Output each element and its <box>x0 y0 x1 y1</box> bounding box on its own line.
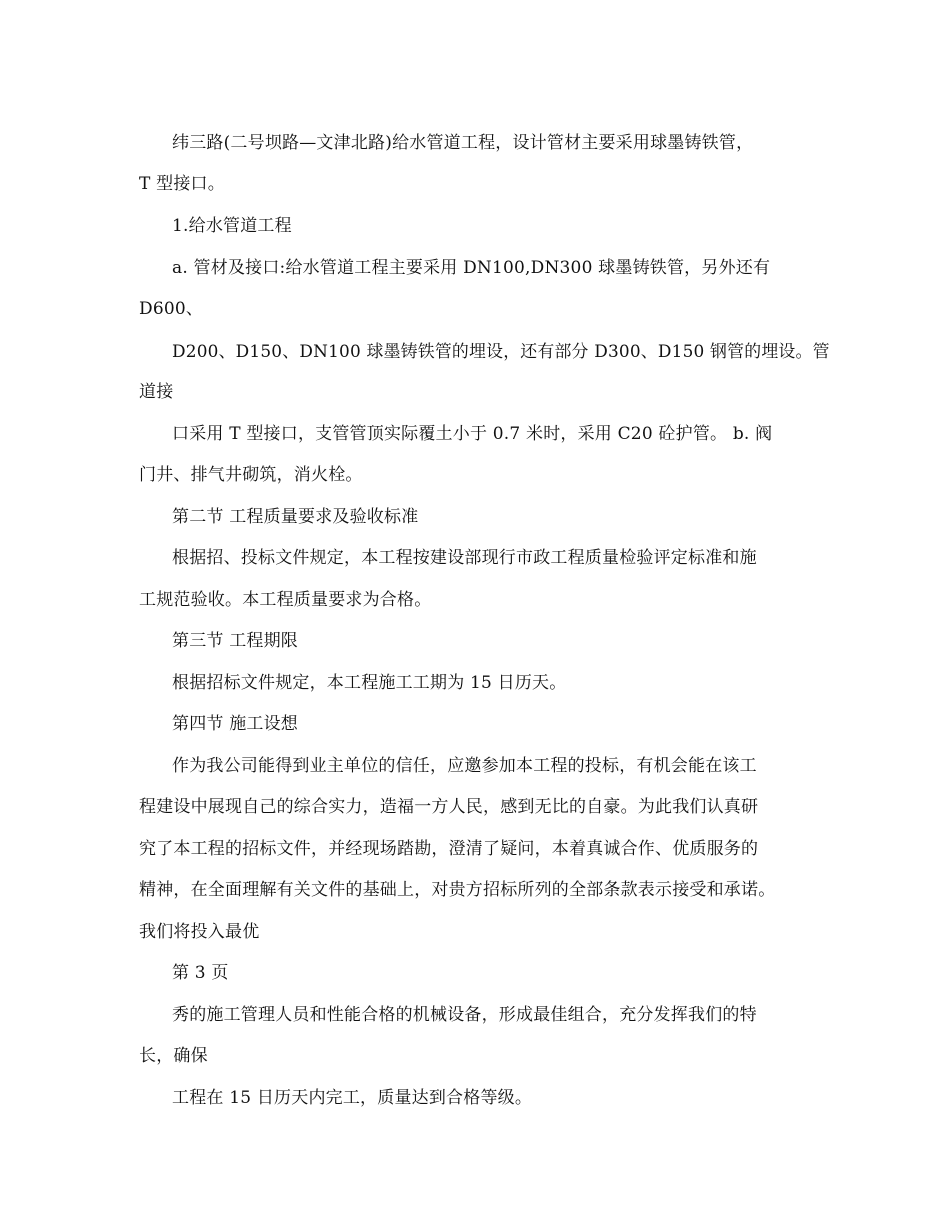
paragraph-line: 道接 <box>139 382 174 402</box>
section-heading: 第二节 工程质量要求及验收标准 <box>172 507 419 527</box>
section-heading: 第四节 施工设想 <box>172 714 299 734</box>
paragraph-line: 门井、排气井砌筑，消火栓。 <box>139 465 363 485</box>
page-number: 第 3 页 <box>172 963 229 983</box>
paragraph-line: 究了本工程的招标文件，并经现场踏勘，澄清了疑问，本着真诚合作、优质服务的 <box>139 839 759 859</box>
paragraph-line: 根据招、投标文件规定，本工程按建设部现行市政工程质量检验评定标准和施 <box>172 548 757 568</box>
paragraph-line: a. 管材及接口:给水管道工程主要采用 DN100,DN300 球墨铸铁管，另外还有 <box>172 258 771 278</box>
paragraph-line: 精神，在全面理解有关文件的基础上，对贵方招标所列的全部条款表示接受和承诺。 <box>139 880 776 900</box>
paragraph-line: 作为我公司能得到业主单位的信任，应邀参加本工程的投标，有机会能在该工 <box>172 756 757 776</box>
paragraph-line: D600、 <box>139 299 204 319</box>
paragraph-line: 我们将投入最优 <box>139 922 260 942</box>
paragraph-line: 程建设中展现自己的综合实力，造福一方人民，感到无比的自豪。为此我们认真研 <box>139 797 759 817</box>
paragraph-line: 工程在 15 日历天内完工，质量达到合格等级。 <box>172 1088 533 1108</box>
paragraph-line: 纬三路(二号坝路—文津北路)给水管道工程，设计管材主要采用球墨铸铁管， <box>172 133 754 153</box>
section-heading: 第三节 工程期限 <box>172 631 299 651</box>
paragraph-line: 秀的施工管理人员和性能合格的机械设备，形成最佳组合，充分发挥我们的特 <box>172 1005 757 1025</box>
paragraph-line: 工规范验收。本工程质量要求为合格。 <box>139 590 432 610</box>
paragraph-line: 长，确保 <box>139 1046 208 1066</box>
section-heading: 1.给水管道工程 <box>172 216 292 236</box>
paragraph-line: T 型接口。 <box>139 174 225 194</box>
paragraph-line: D200、D150、DN100 球墨铸铁管的埋设，还有部分 D300、D150 钢管的埋设。管 <box>172 341 830 361</box>
paragraph-line: 根据招标文件规定，本工程施工工期为 15 日历天。 <box>172 673 567 693</box>
paragraph-line: 口采用 T 型接口，支管管顶实际覆土小于 0.7 米时，采用 C20 砼护管。 b. 阀 <box>172 424 773 444</box>
